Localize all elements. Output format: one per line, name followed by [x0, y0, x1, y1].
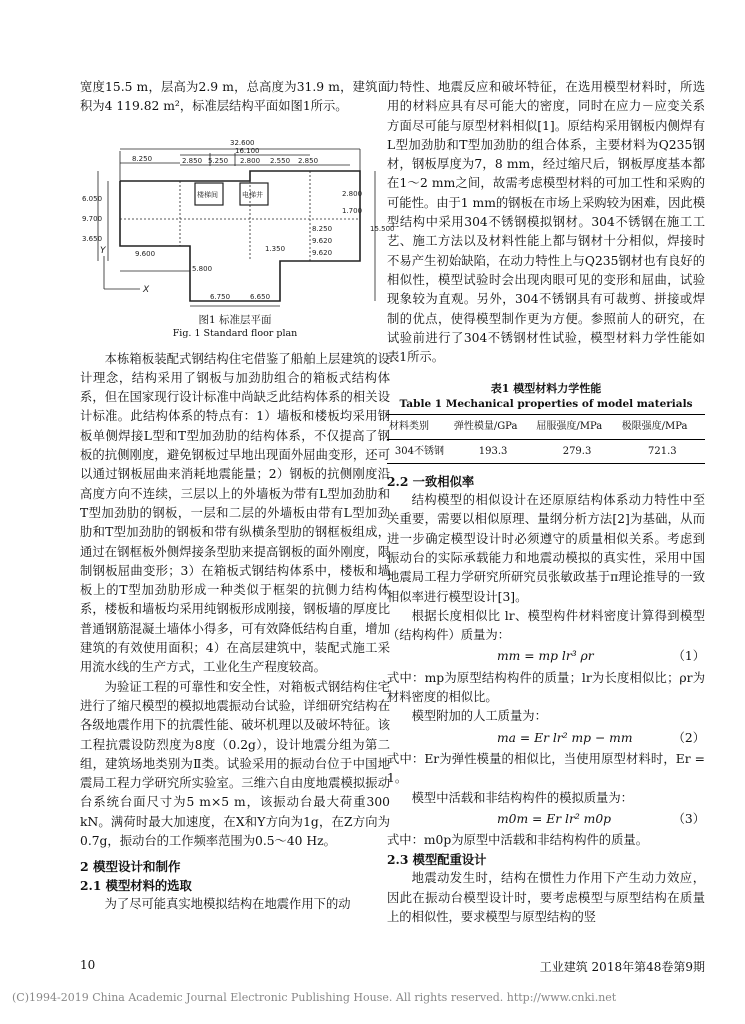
- paragraph-eq1-where: 式中：mp为原型结构构件的质量；lr为长度相似比；ρr为材料密度的相似比。: [387, 670, 705, 705]
- dim-top-6: 2.800: [240, 156, 261, 165]
- subsection-heading-2-2: 2.2 一致相似率: [387, 474, 475, 490]
- dim-inner-3: 1.350: [265, 244, 286, 253]
- page-number: 10: [80, 958, 96, 972]
- table-header: 弹性模量/GPa: [452, 415, 535, 439]
- section-heading-2: 2 模型设计和制作: [80, 859, 181, 875]
- equation-2: [387, 729, 705, 748]
- axis-x-label: X: [143, 284, 150, 295]
- figure-caption-cn: 图1 标准层平面: [198, 313, 272, 326]
- table-header: 材料类别: [387, 415, 452, 439]
- figure-caption-en: Fig. 1 Standard floor plan: [172, 327, 298, 339]
- material-properties-table: [387, 414, 705, 464]
- paragraph-structure-features: 本栋箱板装配式钢结构住宅借鉴了船舶上层建筑的设计理念，结构采用了钢板与加劲肋组合的箱板式结构体系，但在国家现行设计标准中尚缺乏此结构体系的相关设计标准。此结构体系的特点有：1）墙板和楼板均采用钢板单侧焊接L型和T型加劲肋的结构体系，不仅提高了钢板的抗侧刚度，避免钢板过早地出现面外屈曲变形，还可以通过钢板屈曲来消耗地震能量；2）钢板的抗侧刚度沿高度方向不连续，三层以上的外墙板为带有L型加劲肋和T型加劲肋的钢板，一层和二层的外墙板由带有L型加劲肋和T型加劲肋的钢板和带有纵横条型肋的钢框板组成，通过在钢框板外侧焊接条型肋来提高钢板的面外刚度，限制钢板屈曲变形；3）在箱板式钢结构体系中，楼板和墙板上的T型加劲肋形成一种类似于框架的抗侧力结构体系，楼板和墙板均采用纯钢板形成刚接，钢板墙的厚度比普通钢筋混凝土墙体小得多，可有效降低结构自重，增加建筑的有效使用面积；4）在高层建筑中，装配式施工采用流水线的生产方式，工业化生产程度较高。: [80, 351, 390, 675]
- equation-1-number: （1）: [672, 649, 705, 664]
- dim-inner-8: 6.650: [250, 292, 271, 301]
- paragraph-material-cont: 力特性、地震反应和破坏特征，在选用模型材料时，所选用的材料应具有尽可能大的密度，同时在应力－应变关系方面尽可能与原型材料相似[1]。原结构采用钢板内侧焊有L型加劲肋和T型加劲肋的组合体系，主要材料为Q235钢材，钢板厚度为7，8 mm，经过缩尺后，钢板厚度基本都在1～2 mm之间，故需考虑模型材料的可加工性和采购的可能性。由于1 mm的钢板在市场上采购较为困难，因此模型结构中采用304不锈钢模拟钢材。304不锈钢在施工工艺、施工方法以及材料性能上都与钢材十分相似，焊接时不易产生初始缺陷，在动力特性上与Q235钢材也有良好的相似性，模型试验时会出现肉眼可见的变形和屈曲，试验现象较为直观。另外，304不锈钢具有可裁剪、拼接或焊制的优点，使得模型制作更为方便。参照前人的研究，在试验前进行了304不锈钢材性试验，模型材料力学性能如表1所示。: [387, 80, 705, 365]
- dim-right-2: 1.700: [342, 206, 363, 215]
- dim-left-1: 6.050: [82, 194, 103, 203]
- paragraph-eq2-where: 式中：Er为弹性模量的相似比，当使用原型材料时，Er = 1。: [387, 751, 705, 786]
- intro-paragraph: 宽度15.5 m，层高为2.9 m，总高度为31.9 m，建筑面积为4 119.82 m²，标准层结构平面如图1所示。: [80, 80, 390, 114]
- dim-top-3: 8.250: [132, 154, 153, 163]
- copyright-notice: (C)1994-2019 China Academic Journal Electronic Publishing House. All rights reserved. http://www.cnki.net: [12, 991, 617, 1004]
- paragraph-material-start: 为了尽可能真实地模拟结构在地震作用下的动: [104, 897, 351, 912]
- table-cell: 193.3: [452, 439, 535, 463]
- dim-inner-5: 9.600: [135, 249, 156, 258]
- equation-1: [387, 647, 705, 666]
- table-header-row: [387, 415, 705, 439]
- dim-inner-6: 5.800: [192, 264, 213, 273]
- paragraph-verification: 为验证工程的可靠性和安全性，对箱板式钢结构住宅进行了缩尺模型的模拟地震振动台试验，详细研究结构在各级地震作用下的抗震性能、破坏机理以及破坏特征。该工程抗震设防烈度为8度（0.2g），设计地震分组为第二组，建筑场地类别为Ⅱ类。试验采用的振动台位于中国地震局工程力学研究所实验室。三维六自由度地震模拟振动台系统台面尺寸为5 m×5 m，该振动台最大荷重300 kN。满荷时最大加速度，在X和Y方向为1g，在Z方向为0.7g，振动台的工作频率范围为0.5～40 Hz。: [80, 679, 390, 849]
- paragraph-added-mass: 模型附加的人工质量为：: [411, 709, 547, 724]
- dim-right-1: 2.800: [342, 189, 363, 198]
- equation-3-body: m0m = Er lr² m0p: [497, 811, 612, 826]
- dim-top-5: 5.250: [208, 156, 229, 165]
- stair-label: 楼梯间: [197, 190, 218, 199]
- dim-top-4: 2.850: [182, 156, 203, 165]
- table-caption-en: Table 1 Mechanical properties of model materials: [399, 398, 693, 411]
- axis-y-label: Y: [100, 245, 106, 256]
- equation-3-number: （3）: [672, 811, 705, 826]
- dim-top-1: 32.600: [230, 138, 255, 147]
- journal-info: 工业建筑 2018年第48卷第9期: [539, 960, 705, 974]
- dim-right-3: 15.500: [370, 224, 395, 233]
- paragraph-similarity: 结构模型的相似设计在还原原结构体系动力特性中至关重要，需要以相似原理、量纲分析方法[2]为基础，从而进一步确定模型设计时必须遵守的质量相似关系。考虑到振动台的实际承载能力和地震动模拟的真实性，采用中国地震局工程力学研究所研究员张敏政基于π理论推导的一致相似率进行模型设计[3]。: [387, 493, 705, 604]
- table-header: 屈服强度/MPa: [534, 415, 619, 439]
- table-header: 极限强度/MPa: [620, 415, 705, 439]
- elevator-label: 电梯井: [242, 190, 263, 199]
- left-column: [80, 78, 395, 915]
- dim-inner-1: 8.250: [312, 224, 333, 233]
- subsection-heading-2-3: 2.3 模型配重设计: [387, 852, 487, 868]
- paragraph-eq3-where: 式中：m0p为原型中活载和非结构构件的质量。: [387, 833, 648, 848]
- equation-2-number: （2）: [672, 730, 705, 745]
- table-cell: 721.3: [620, 439, 705, 463]
- table-cell: 279.3: [534, 439, 619, 463]
- dim-left-2: 9.700: [82, 214, 103, 223]
- table-row: [387, 439, 705, 463]
- floor-plan-drawing: [80, 121, 395, 311]
- paragraph-live-load: 模型中活载和非结构构件的模拟质量为：: [411, 790, 633, 805]
- dim-top-2: 16.100: [235, 146, 260, 155]
- table-caption-cn: 表1 模型材料力学性能: [490, 382, 602, 396]
- dim-inner-4: 9.620: [312, 248, 333, 257]
- subsection-heading-2-1: 2.1 模型材料的选取: [80, 878, 192, 894]
- dim-inner-7: 6.750: [210, 292, 231, 301]
- paragraph-length-ratio: 根据长度相似比 lr、模型构件材料密度计算得到模型（结构构件）质量为：: [387, 608, 705, 643]
- right-column: [387, 78, 705, 927]
- dim-top-8: 2.850: [298, 156, 319, 165]
- dim-inner-2: 9.620: [312, 236, 333, 245]
- table-cell: 304不锈钢: [387, 439, 452, 463]
- dim-top-7: 2.550: [270, 156, 291, 165]
- equation-1-body: mm = mp lr³ ρr: [497, 649, 594, 664]
- floor-plan-figure: [80, 121, 395, 311]
- paragraph-counterweight: 地震动发生时，结构在惯性力作用下产生动力效应，因此在振动台模型设计时，要考虑模型与原型结构在质量上的相似性，要求模型与原型结构的竖: [387, 871, 705, 924]
- dim-left-3: 3.650: [82, 234, 103, 243]
- equation-2-body: ma = Er lr² mp − mm: [497, 730, 633, 745]
- equation-3: [387, 810, 705, 829]
